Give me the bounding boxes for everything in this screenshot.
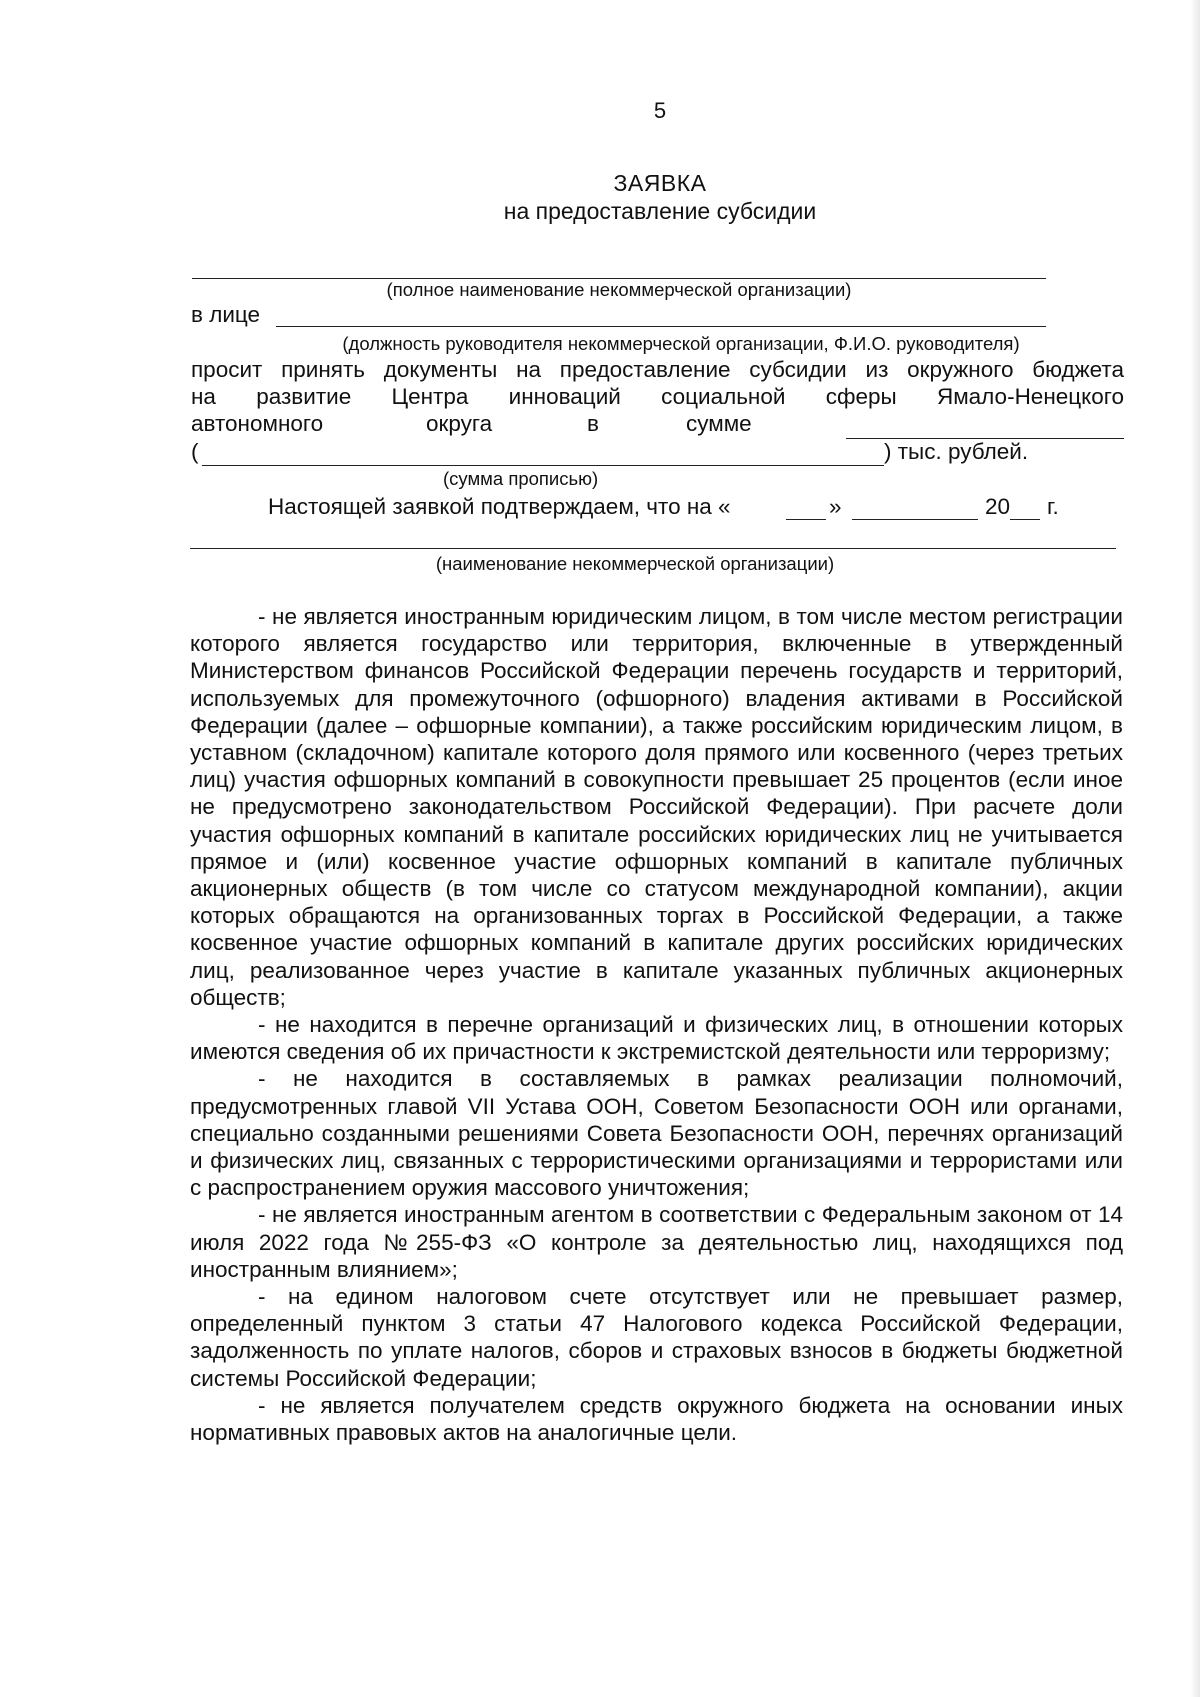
head-name-field[interactable] [276, 326, 1046, 327]
condition-foreign-agent: - не является иностранным агентом в соответствии с Федеральным законом от 14 июля 2022 года №255-ФЗ «О контроле за деятельностью лиц, находящихся под иностранным влиянием»; [190, 1202, 1123, 1282]
condition-no-other-funding: - не является получателем средств окружного бюджета на основании иных нормативных правовых актов на аналогичные цели. [190, 1392, 1123, 1446]
year-prefix: 20 [985, 494, 1011, 519]
request-word-okrug: округа [426, 411, 493, 436]
org-name-caption: (полное наименование некоммерческой организации) [386, 279, 852, 300]
org-short-name-caption: (наименование некоммерческой организации) [435, 553, 835, 574]
org-short-name-field[interactable] [190, 548, 1116, 549]
open-paren: ( [191, 439, 199, 464]
sum-words-field[interactable] [202, 465, 884, 466]
thousand-rubles-label: ) тыс. рублей. [884, 439, 1029, 464]
request-line-1: просит принять документы на предоставление субсидии из окружного бюджета [191, 357, 1124, 382]
condition-extremism: - не находится в перечне организаций и физических лиц, в отношении которых имеются сведения об их причастности к экстремистской деятельности или терроризму; [190, 1012, 1123, 1065]
condition-un-sanctions: - не находится в составляемых в рамках реализации полномочий, предусмотренных главой VII Устава ООН, Советом Безопасности ООН или органами, специально созданными решениями Совета Безопасности ООН, перечнях организаций и физических лиц, связанных с террористическими организациями и террористами или с распространением оружия массового уничтожения; [190, 1066, 1123, 1201]
day-close-quote: » [829, 494, 842, 519]
in-person-label: в лице [191, 302, 261, 327]
document-subtitle: на предоставление субсидии [503, 198, 817, 224]
year-field[interactable] [1010, 519, 1040, 520]
condition-offshore: - не является иностранным юридическим лицом, в том числе местом регистрации которого является государство или территория, включенные в утвержденный Министерством финансов Российской Федерации перечень государств и территорий, используемых для промежуточного (офшорного) владения активами в Российской Федерации (далее – офшорные компании), а также российским юридическим лицом, в уставном (складочном) капитале которого доля прямого или косвенного (через третьих лиц) участия офшорных компаний в совокупности превышает 25 процентов (если иное не предусмотрено законодательством Российской Федерации). При расчете доли участия офшорных компаний в капитале российских юридических лиц не учитывается прямое и (или) косвенное участие офшорных компаний в капитале публичных акционерных обществ (в том числе со статусом международной компании), акции которых обращаются на организованных торгах в Российской Федерации, а также косвенное участие офшорных компаний в капитале других российских юридических лиц, реализованное через участие в капитале указанных публичных акционерных обществ; [190, 604, 1123, 1010]
sum-words-caption: (сумма прописью) [443, 468, 599, 489]
request-word-summe: сумме [686, 411, 752, 436]
request-word-v: в [587, 411, 599, 436]
request-line-2: на развитие Центра инноваций социальной сферы Ямало-Ненецкого [191, 384, 1124, 409]
head-name-caption: (должность руководителя некоммерческой организации, Ф.И.О. руководителя) [342, 333, 1020, 354]
page-edge-shadow [1190, 0, 1200, 1697]
document-title: ЗАЯВКА [613, 170, 707, 196]
confirm-text: Настоящей заявкой подтверждаем, что на « [268, 494, 731, 519]
month-field[interactable] [852, 519, 978, 520]
day-field[interactable] [786, 519, 826, 520]
request-word-autonomous: автономного [191, 411, 324, 436]
year-suffix: г. [1047, 494, 1059, 519]
condition-tax-debt: - на едином налоговом счете отсутствует или не превышает размер, определенный пунктом 3 статьи 47 Налогового кодекса Российской Федерации, задолженность по уплате налогов, сборов и страховых взносов в бюджеты бюджетной системы Российской Федерации; [190, 1284, 1123, 1391]
conditions-list [190, 603, 1123, 1446]
page-number: 5 [653, 98, 667, 123]
